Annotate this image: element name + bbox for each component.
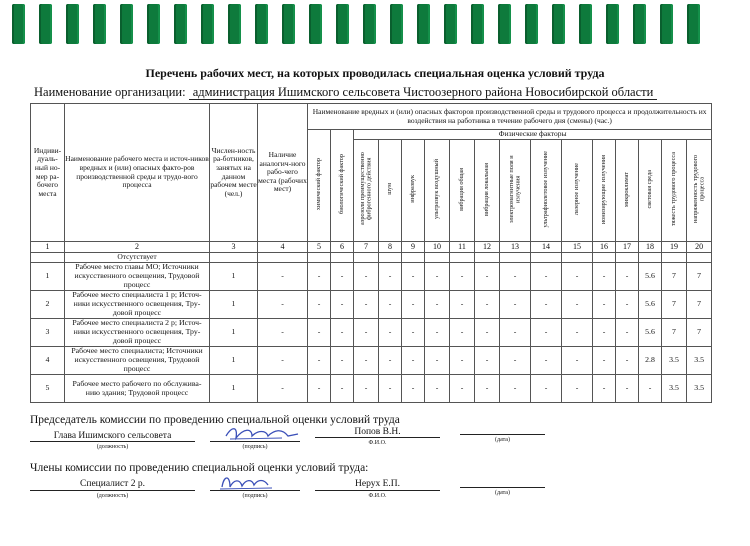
row-factor-value: - xyxy=(531,319,562,347)
row-factor-value: - xyxy=(593,263,616,291)
row-factor-value: - xyxy=(402,263,425,291)
header-factor-laser: лазерное излучение xyxy=(562,140,593,242)
row-factor-value: - xyxy=(331,319,354,347)
row-factor-value: - xyxy=(354,291,379,319)
row-factor-value: 7 xyxy=(687,263,712,291)
row-factor-value: - xyxy=(331,291,354,319)
binder-ring xyxy=(309,4,322,44)
row-factor-value: - xyxy=(593,347,616,375)
row-factor-value: - xyxy=(379,375,402,403)
row-workers: 1 xyxy=(210,263,258,291)
row-analog: - xyxy=(258,263,308,291)
row-factor-value: - xyxy=(531,263,562,291)
column-number: 12 xyxy=(475,242,500,253)
row-factor-value: - xyxy=(425,375,450,403)
row-factor-value: 3.5 xyxy=(662,375,687,403)
row-factor-value: - xyxy=(531,291,562,319)
binder-ring xyxy=(444,4,457,44)
row-factor-value: - xyxy=(450,375,475,403)
chairman-fio-caption: Ф.И.О. xyxy=(368,440,387,446)
row-factor-value: - xyxy=(450,319,475,347)
binder-ring xyxy=(363,4,376,44)
row-factor-value: - xyxy=(308,347,331,375)
row-factor-value: 5.6 xyxy=(639,291,662,319)
row-id: 1 xyxy=(31,263,65,291)
header-factor-noise: шум xyxy=(379,140,402,242)
row-factor-value: - xyxy=(475,291,500,319)
row-factor-value: - xyxy=(450,263,475,291)
row-factor-value: - xyxy=(354,319,379,347)
row-factor-value: - xyxy=(475,319,500,347)
absent-label: Отсутствует xyxy=(65,253,210,263)
row-factor-value: - xyxy=(402,347,425,375)
column-number: 16 xyxy=(593,242,616,253)
member-position-line xyxy=(30,490,195,491)
row-analog: - xyxy=(258,291,308,319)
row-factor-value: 7 xyxy=(687,291,712,319)
binder-ring xyxy=(147,4,160,44)
binder-ring xyxy=(255,4,268,44)
row-factor-value: - xyxy=(562,375,593,403)
column-number: 13 xyxy=(500,242,531,253)
row-factor-value: - xyxy=(593,375,616,403)
column-number: 4 xyxy=(258,242,308,253)
row-factor-value: - xyxy=(331,263,354,291)
row-name: Рабочее место главы МО; Источники искусственного освещения, Трудовой процесс xyxy=(65,263,210,291)
row-workers: 1 xyxy=(210,347,258,375)
table-row xyxy=(31,347,712,375)
row-factor-value: 5.6 xyxy=(639,319,662,347)
binder-ring xyxy=(687,4,700,44)
row-factor-value: - xyxy=(308,319,331,347)
header-workers: Числен-ность ра-ботников, занятых на данном рабочем месте (чел.) xyxy=(210,104,258,242)
row-factor-value: 3.5 xyxy=(687,375,712,403)
row-factor-value: - xyxy=(308,291,331,319)
row-factor-value: - xyxy=(562,319,593,347)
header-name: Наименование рабочего места и источ-ников вредных и (или) опасных факто-ров производственной среды и трудо-вого процесса xyxy=(65,104,210,242)
binder-ring xyxy=(579,4,592,44)
row-factor-value: 7 xyxy=(662,291,687,319)
member-position-caption: (должность) xyxy=(96,493,129,499)
binder-ring xyxy=(498,4,511,44)
row-factor-value: - xyxy=(331,375,354,403)
document-title: Перечень рабочих мест, на которых проводилась специальная оценка условий труда xyxy=(145,66,605,80)
row-factor-value: - xyxy=(475,375,500,403)
header-factor-infrasound: инфразвук xyxy=(402,140,425,242)
row-factor-value: 3.5 xyxy=(687,347,712,375)
binder-ring xyxy=(120,4,133,44)
row-factor-value: - xyxy=(593,319,616,347)
row-name: Рабочее место рабочего по обслужива-нию здания; Трудовой процесс xyxy=(65,375,210,403)
row-factor-value: - xyxy=(500,263,531,291)
header-factor-electromagnetic: электромагнитные поля и излучения xyxy=(500,140,531,242)
binder-ring xyxy=(417,4,430,44)
column-number: 5 xyxy=(308,242,331,253)
row-factor-value: - xyxy=(562,291,593,319)
column-numbers-row xyxy=(31,242,712,253)
organization-label: Наименование организации: xyxy=(34,85,186,99)
row-factor-value: - xyxy=(425,347,450,375)
column-number: 20 xyxy=(687,242,712,253)
member-signature-line xyxy=(210,490,300,491)
binder-ring xyxy=(390,4,403,44)
row-id: 4 xyxy=(31,347,65,375)
column-number: 8 xyxy=(379,242,402,253)
binder-ring xyxy=(552,4,565,44)
row-name: Рабочее место специалиста; Источники искусственного освещения, Трудовой процесс xyxy=(65,347,210,375)
row-factor-value: - xyxy=(616,319,639,347)
row-factor-value: - xyxy=(308,375,331,403)
row-factor-value: - xyxy=(475,263,500,291)
row-factor-value: - xyxy=(500,375,531,403)
column-number: 6 xyxy=(331,242,354,253)
binder-ring xyxy=(336,4,349,44)
column-number: 18 xyxy=(639,242,662,253)
row-factor-value: 7 xyxy=(662,263,687,291)
row-factor-value: - xyxy=(425,263,450,291)
organization-line xyxy=(34,85,657,100)
binder-ring xyxy=(606,4,619,44)
header-factors-group: Наименование вредных и (или) опасных факторов производственной среды и трудового процесса и продолжительность их воздействия на работника в течение рабочего дня (смены) (час.) xyxy=(308,104,712,130)
column-number: 3 xyxy=(210,242,258,253)
member-fio-caption: Ф.И.О. xyxy=(368,493,387,499)
table-body xyxy=(31,263,712,403)
binder-ring xyxy=(525,4,538,44)
row-factor-value: - xyxy=(616,375,639,403)
row-factor-value: - xyxy=(500,319,531,347)
header-physical-group: Физические факторы xyxy=(354,130,712,140)
column-number: 17 xyxy=(616,242,639,253)
header-factor-chemical: химический фактор xyxy=(308,130,331,242)
row-factor-value: 7 xyxy=(687,319,712,347)
row-factor-value: - xyxy=(616,347,639,375)
row-name: Рабочее место специалиста 2 р; Источ-ники искусственного освещения, Тру-довой процесс xyxy=(65,319,210,347)
binder-ring xyxy=(201,4,214,44)
column-number: 10 xyxy=(425,242,450,253)
binder-ring xyxy=(12,4,25,44)
member-date-line xyxy=(460,487,545,488)
member-signature-caption: (подпись) xyxy=(242,493,268,499)
row-id: 3 xyxy=(31,319,65,347)
row-factor-value: - xyxy=(500,291,531,319)
column-number: 11 xyxy=(450,242,475,253)
row-factor-value: - xyxy=(616,263,639,291)
table-row xyxy=(31,375,712,403)
header-factor-biological: биологический фактор xyxy=(331,130,354,242)
organization-name: администрация Ишимского сельсовета Чистоозерного района Новосибирской области xyxy=(189,85,658,100)
table-row xyxy=(31,291,712,319)
chairman-fio-line xyxy=(315,437,440,438)
row-factor-value: 7 xyxy=(662,319,687,347)
binder-ring xyxy=(174,4,187,44)
chairman-date-line xyxy=(460,434,545,435)
members-label: Члены комиссии по проведению специальной оценки условий труда: xyxy=(30,462,369,474)
column-number: 19 xyxy=(662,242,687,253)
binder-ring xyxy=(93,4,106,44)
row-factor-value: - xyxy=(531,375,562,403)
row-factor-value: - xyxy=(562,263,593,291)
absent-row xyxy=(31,253,712,263)
row-factor-value: - xyxy=(639,375,662,403)
row-analog: - xyxy=(258,347,308,375)
row-factor-value: - xyxy=(531,347,562,375)
row-factor-value: - xyxy=(354,375,379,403)
row-factor-value: - xyxy=(379,319,402,347)
row-analog: - xyxy=(258,375,308,403)
row-factor-value: 3.5 xyxy=(662,347,687,375)
row-factor-value: 5.6 xyxy=(639,263,662,291)
chairman-signature-line xyxy=(210,441,300,442)
header-factor-severity: тяжесть трудового процесса xyxy=(662,140,687,242)
row-factor-value: - xyxy=(354,263,379,291)
row-factor-value: - xyxy=(562,347,593,375)
header-factor-microclimate: микроклимат xyxy=(616,140,639,242)
column-number: 2 xyxy=(65,242,210,253)
workplaces-table xyxy=(30,103,712,403)
table-row xyxy=(31,319,712,347)
row-factor-value: - xyxy=(402,319,425,347)
chairman-position: Глава Ишимского сельсовета xyxy=(53,431,172,441)
column-number: 14 xyxy=(531,242,562,253)
row-factor-value: - xyxy=(379,291,402,319)
member-fio-line xyxy=(315,490,440,491)
row-factor-value: - xyxy=(616,291,639,319)
binder-ring xyxy=(660,4,673,44)
chairman-position-line xyxy=(30,441,195,442)
row-workers: 1 xyxy=(210,291,258,319)
row-factor-value: - xyxy=(331,347,354,375)
row-factor-value: - xyxy=(308,263,331,291)
chairman-label: Председатель комиссии по проведению специальной оценки условий труда xyxy=(30,414,400,426)
binder-ring xyxy=(633,4,646,44)
row-factor-value: - xyxy=(354,347,379,375)
column-number: 9 xyxy=(402,242,425,253)
header-factor-aerosol: аэрозоли преимущественно фиброгенного действия xyxy=(354,140,379,242)
row-factor-value: - xyxy=(425,291,450,319)
row-factor-value: - xyxy=(402,291,425,319)
row-name: Рабочее место специалиста 1 р; Источ-ники искусственного освещения, Тру-довой процесс xyxy=(65,291,210,319)
row-id: 5 xyxy=(31,375,65,403)
row-id: 2 xyxy=(31,291,65,319)
column-number: 15 xyxy=(562,242,593,253)
header-factor-intensity: напряженность трудового процесса xyxy=(687,140,712,242)
row-factor-value: - xyxy=(402,375,425,403)
binder-ring xyxy=(66,4,79,44)
row-factor-value: - xyxy=(379,347,402,375)
row-analog: - xyxy=(258,319,308,347)
row-factor-value: - xyxy=(593,291,616,319)
row-workers: 1 xyxy=(210,375,258,403)
header-factor-ionizing: ионизирующие излучения xyxy=(593,140,616,242)
header-factor-local-vibration: вибрация локальная xyxy=(475,140,500,242)
row-factor-value: - xyxy=(450,347,475,375)
binder-ring xyxy=(471,4,484,44)
row-factor-value: - xyxy=(500,347,531,375)
header-index: Индиви-дуаль-ный но-мер ра-бочего места xyxy=(31,104,65,242)
row-workers: 1 xyxy=(210,319,258,347)
table-row xyxy=(31,263,712,291)
row-factor-value: 2.8 xyxy=(639,347,662,375)
chairman-position-caption: (должность) xyxy=(96,444,129,450)
header-factor-general-vibration: вибрация общая xyxy=(450,140,475,242)
chairman-fio: Попов В.Н. xyxy=(354,427,401,437)
member-position: Специалист 2 р. xyxy=(80,479,145,489)
binder-rings xyxy=(0,0,750,48)
row-factor-value: - xyxy=(450,291,475,319)
member-fio: Нерух Е.П. xyxy=(355,479,400,489)
row-factor-value: - xyxy=(425,319,450,347)
row-factor-value: - xyxy=(379,263,402,291)
binder-ring xyxy=(228,4,241,44)
header-factor-ultrasound: ультразвук воздушный xyxy=(425,140,450,242)
column-number: 1 xyxy=(31,242,65,253)
row-factor-value: - xyxy=(475,347,500,375)
column-number: 7 xyxy=(354,242,379,253)
header-analog: Наличие аналогич-ного рабо-чего места (рабочих мест) xyxy=(258,104,308,242)
member-date-caption: (дата) xyxy=(495,490,510,496)
chairman-date-caption: (дата) xyxy=(495,437,510,443)
header-factor-light: световая среда xyxy=(639,140,662,242)
chairman-signature-caption: (подпись) xyxy=(242,444,268,450)
binder-ring xyxy=(39,4,52,44)
header-factor-ultraviolet: ультрафиолетовое излучение xyxy=(531,140,562,242)
binder-ring xyxy=(282,4,295,44)
